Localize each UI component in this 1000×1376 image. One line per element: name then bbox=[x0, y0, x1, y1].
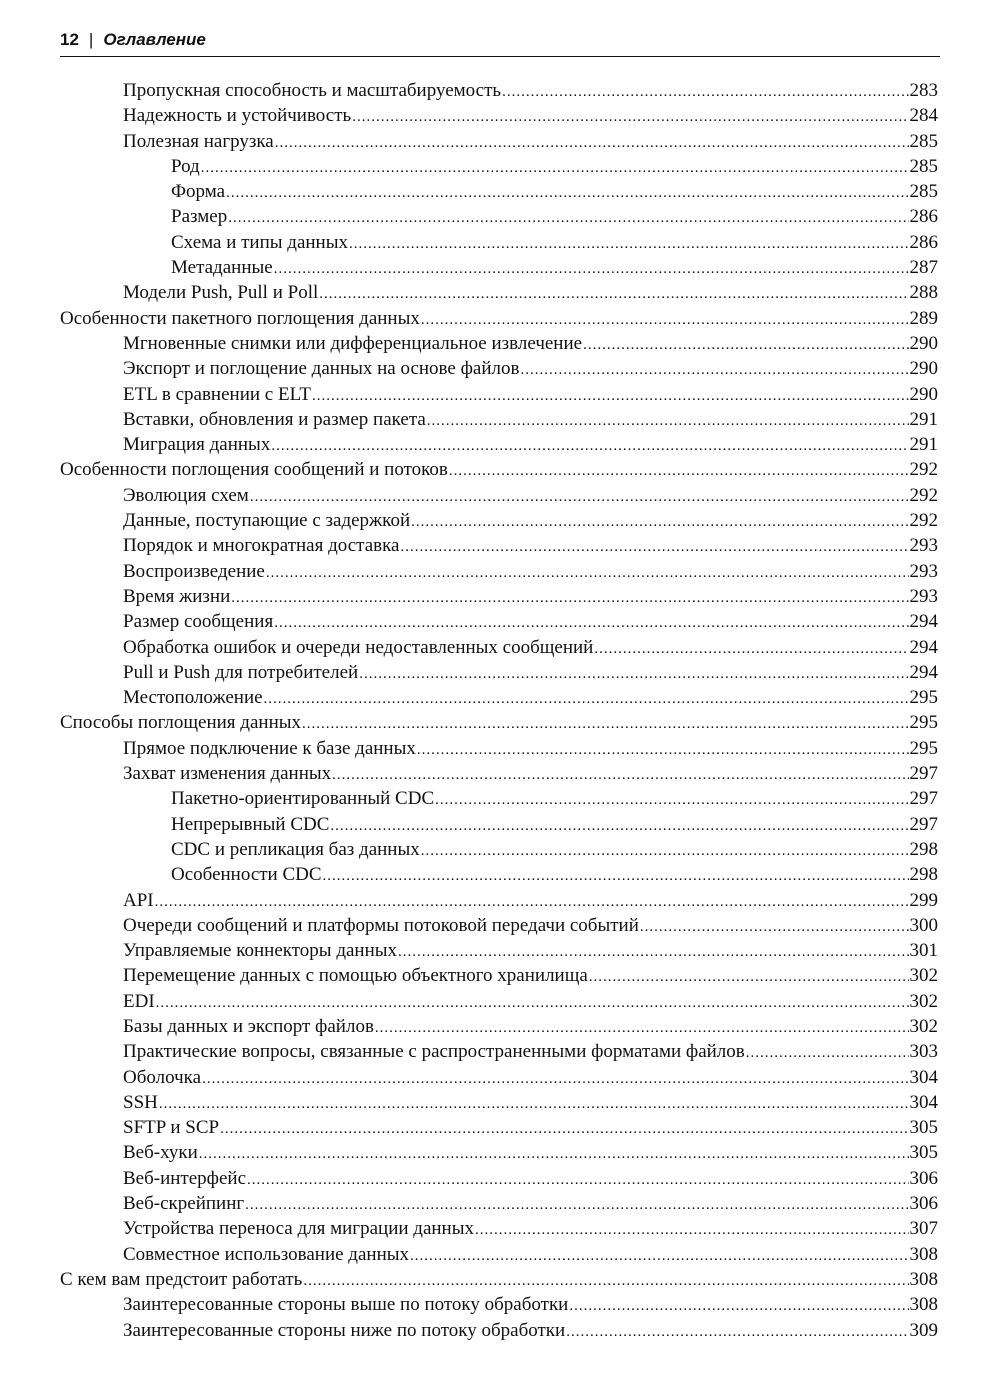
running-title: Оглавление bbox=[103, 30, 206, 49]
toc-dot-leader bbox=[319, 282, 908, 307]
toc-entry[interactable] bbox=[60, 407, 938, 432]
toc-dot-leader bbox=[449, 459, 909, 484]
toc-entry-title: CDC и репликация баз данных bbox=[171, 838, 420, 860]
toc-dot-leader bbox=[349, 232, 909, 257]
toc-entry-page: 292 bbox=[909, 459, 938, 481]
toc-entry-page: 303 bbox=[909, 1041, 938, 1063]
toc-entry-title: Время жизни bbox=[123, 585, 231, 607]
toc-entry[interactable] bbox=[60, 888, 938, 913]
toc-entry[interactable] bbox=[60, 103, 938, 128]
toc-entry[interactable] bbox=[60, 635, 938, 660]
toc-entry-title: Местоположение bbox=[123, 687, 263, 709]
toc-entry[interactable] bbox=[60, 331, 938, 356]
toc-entry-page: 295 bbox=[909, 737, 938, 759]
toc-entry-page: 285 bbox=[909, 181, 938, 203]
toc-entry[interactable] bbox=[60, 837, 938, 862]
toc-entry[interactable] bbox=[60, 938, 938, 963]
toc-entry-title: Размер bbox=[171, 206, 228, 228]
toc-entry[interactable] bbox=[60, 989, 938, 1014]
toc-entry-page: 291 bbox=[909, 434, 938, 456]
toc-entry-page: 306 bbox=[909, 1167, 938, 1189]
toc-entry[interactable] bbox=[60, 1115, 938, 1140]
toc-dot-leader bbox=[375, 1016, 909, 1041]
toc-dot-leader bbox=[410, 1244, 908, 1269]
toc-entry-page: 286 bbox=[909, 231, 938, 253]
toc-entry[interactable] bbox=[60, 1318, 938, 1343]
toc-entry-title: Вставки, обновления и размер пакета bbox=[123, 408, 426, 430]
toc-dot-leader bbox=[583, 333, 908, 358]
toc-dot-leader bbox=[411, 510, 908, 535]
toc-entry[interactable] bbox=[60, 230, 938, 255]
toc-entry-title: Базы данных и экспорт файлов bbox=[123, 1015, 374, 1037]
toc-dot-leader bbox=[475, 1218, 909, 1243]
toc-entry-page: 292 bbox=[909, 510, 938, 532]
toc-entry[interactable] bbox=[60, 382, 938, 407]
header-separator: | bbox=[88, 30, 94, 49]
toc-entry[interactable] bbox=[60, 913, 938, 938]
toc-entry[interactable] bbox=[60, 78, 938, 103]
toc-entry-title: Веб-скрейпинг bbox=[123, 1193, 245, 1215]
toc-dot-leader bbox=[520, 358, 908, 383]
toc-dot-leader bbox=[502, 80, 908, 105]
toc-dot-leader bbox=[266, 561, 909, 586]
toc-dot-leader bbox=[303, 1269, 908, 1294]
toc-entry[interactable] bbox=[60, 1267, 938, 1292]
toc-dot-leader bbox=[302, 712, 909, 737]
toc-entry[interactable] bbox=[60, 483, 938, 508]
toc-entry-page: 286 bbox=[909, 206, 938, 228]
toc-entry-page: 294 bbox=[909, 611, 938, 633]
page-number: 12 bbox=[60, 30, 79, 49]
toc-dot-leader bbox=[435, 788, 908, 813]
toc-entry-page: 302 bbox=[909, 965, 938, 987]
toc-entry-title: Захват изменения данных bbox=[123, 763, 332, 785]
toc-entry-title: Особенности пакетного поглощения данных bbox=[60, 307, 420, 329]
toc-dot-leader bbox=[228, 206, 908, 231]
toc-dot-leader bbox=[247, 1168, 908, 1193]
toc-entry-title: Особенности CDC bbox=[171, 864, 322, 886]
toc-entry-page: 306 bbox=[909, 1193, 938, 1215]
toc-dot-leader bbox=[352, 105, 908, 130]
toc-entry-title: Устройства переноса для миграции данных bbox=[123, 1218, 474, 1240]
toc-entry-page: 292 bbox=[909, 484, 938, 506]
toc-entry[interactable] bbox=[60, 584, 938, 609]
toc-entry-title: Перемещение данных с помощью объектного хранилища bbox=[123, 965, 588, 987]
toc-entry[interactable] bbox=[60, 356, 938, 381]
toc-dot-leader bbox=[421, 308, 909, 333]
toc-entry-page: 285 bbox=[909, 155, 938, 177]
toc-entry-title: Размер сообщения bbox=[123, 611, 274, 633]
toc-entry-page: 308 bbox=[909, 1243, 938, 1265]
toc-entry-page: 293 bbox=[909, 585, 938, 607]
toc-entry-page: 295 bbox=[909, 712, 938, 734]
toc-dot-leader bbox=[226, 181, 908, 206]
toc-dot-leader bbox=[569, 1294, 908, 1319]
toc-entry-page: 290 bbox=[909, 358, 938, 380]
toc-entry[interactable] bbox=[60, 812, 938, 837]
toc-entry-title: Мгновенные снимки или дифференциальное извлечение bbox=[123, 332, 583, 354]
toc-entry[interactable] bbox=[60, 179, 938, 204]
toc-entry-page: 300 bbox=[909, 914, 938, 936]
toc-entry-page: 291 bbox=[909, 408, 938, 430]
toc-entry-title: Род bbox=[171, 155, 200, 177]
toc-entry-title: Эволюция схем bbox=[123, 484, 249, 506]
toc-dot-leader bbox=[159, 1092, 909, 1117]
toc-entry[interactable] bbox=[60, 1191, 938, 1216]
toc-entry-page: 284 bbox=[909, 105, 938, 127]
toc-entry-page: 295 bbox=[909, 687, 938, 709]
toc-entry[interactable] bbox=[60, 1090, 938, 1115]
toc-entry-title: Полезная нагрузка bbox=[123, 130, 274, 152]
toc-entry-title: Практические вопросы, связанные с распространенными форматами файлов bbox=[123, 1041, 745, 1063]
toc-dot-leader bbox=[275, 131, 909, 156]
toc-entry[interactable] bbox=[60, 508, 938, 533]
toc-entry[interactable] bbox=[60, 1065, 938, 1090]
toc-dot-leader bbox=[421, 839, 909, 864]
toc-entry-title: Экспорт и поглощение данных на основе файлов bbox=[123, 358, 520, 380]
toc-dot-leader bbox=[201, 156, 909, 181]
toc-entry-title: Веб-интерфейс bbox=[123, 1167, 247, 1189]
toc-dot-leader bbox=[332, 763, 908, 788]
toc-dot-leader bbox=[245, 1193, 908, 1218]
toc-entry-title: Заинтересованные стороны ниже по потоку обработки bbox=[123, 1319, 566, 1341]
toc-entry-title: Особенности поглощения сообщений и потоков bbox=[60, 459, 448, 481]
toc-entry-page: 297 bbox=[909, 763, 938, 785]
toc-dot-leader bbox=[220, 1117, 908, 1142]
toc-entry-page: 290 bbox=[909, 383, 938, 405]
table-of-contents bbox=[60, 78, 938, 1343]
toc-entry-page: 304 bbox=[909, 1066, 938, 1088]
toc-dot-leader bbox=[264, 687, 909, 712]
toc-entry-title: Миграция данных bbox=[123, 434, 271, 456]
toc-entry-page: 305 bbox=[909, 1117, 938, 1139]
toc-dot-leader bbox=[401, 535, 909, 560]
toc-entry[interactable] bbox=[60, 154, 938, 179]
toc-entry-title: Модели Push, Pull и Poll bbox=[123, 282, 319, 304]
toc-entry-title: Пакетно-ориентированный CDC bbox=[171, 788, 435, 810]
toc-dot-leader bbox=[199, 1142, 909, 1167]
toc-entry[interactable] bbox=[60, 1140, 938, 1165]
toc-dot-leader bbox=[231, 586, 908, 611]
toc-entry[interactable] bbox=[60, 1014, 938, 1039]
toc-entry-title: Pull и Push для потребителей bbox=[123, 661, 359, 683]
toc-entry[interactable] bbox=[60, 280, 938, 305]
toc-entry-title: Схема и типы данных bbox=[171, 231, 348, 253]
toc-entry-page: 298 bbox=[909, 864, 938, 886]
toc-entry[interactable] bbox=[60, 1039, 938, 1064]
toc-entry-title: SSH bbox=[123, 1091, 158, 1113]
toc-dot-leader bbox=[323, 864, 909, 889]
toc-entry-page: 297 bbox=[909, 788, 938, 810]
toc-dot-leader bbox=[274, 611, 908, 636]
toc-entry[interactable] bbox=[60, 129, 938, 154]
toc-entry-page: 293 bbox=[909, 535, 938, 557]
toc-entry[interactable] bbox=[60, 1166, 938, 1191]
toc-entry-title: Веб-хуки bbox=[123, 1142, 198, 1164]
toc-dot-leader bbox=[202, 1067, 908, 1092]
toc-entry[interactable] bbox=[60, 963, 938, 988]
toc-dot-leader bbox=[330, 814, 908, 839]
toc-entry-page: 297 bbox=[909, 813, 938, 835]
toc-entry-title: Пропускная способность и масштабируемость bbox=[123, 80, 502, 101]
toc-entry-page: 293 bbox=[909, 560, 938, 582]
toc-entry-title: Непрерывный CDC bbox=[171, 813, 330, 835]
toc-entry[interactable] bbox=[60, 685, 938, 710]
toc-entry-title: SFTP и SCP bbox=[123, 1117, 220, 1139]
toc-entry[interactable] bbox=[60, 1242, 938, 1267]
toc-entry-title: Оболочка bbox=[123, 1066, 202, 1088]
toc-entry-title: С кем вам предстоит работать bbox=[60, 1268, 303, 1290]
toc-entry-page: 289 bbox=[909, 307, 938, 329]
toc-entry-title: Порядок и многократная доставка bbox=[123, 535, 400, 557]
toc-entry-page: 308 bbox=[909, 1268, 938, 1290]
toc-entry-title: Обработка ошибок и очереди недоставленных сообщений bbox=[123, 636, 594, 658]
toc-dot-leader bbox=[417, 738, 909, 763]
toc-entry[interactable] bbox=[60, 1292, 938, 1317]
toc-entry-page: 307 bbox=[909, 1218, 938, 1240]
toc-entry-title: Метаданные bbox=[171, 257, 273, 279]
toc-dot-leader bbox=[746, 1041, 909, 1066]
toc-entry-page: 290 bbox=[909, 332, 938, 354]
toc-dot-leader bbox=[155, 890, 909, 915]
toc-entry-title: API bbox=[123, 889, 154, 911]
toc-entry-title: Заинтересованные стороны выше по потоку обработки bbox=[123, 1294, 569, 1316]
toc-entry-title: Совместное использование данных bbox=[123, 1243, 410, 1265]
toc-entry-page: 304 bbox=[909, 1091, 938, 1113]
toc-dot-leader bbox=[566, 1320, 908, 1345]
toc-entry-title: Очереди сообщений и платформы потоковой передачи событий bbox=[123, 914, 639, 936]
toc-entry[interactable] bbox=[60, 761, 938, 786]
toc-entry[interactable] bbox=[60, 204, 938, 229]
toc-entry-page: 301 bbox=[909, 940, 938, 962]
toc-entry-page: 302 bbox=[909, 1015, 938, 1037]
toc-entry-page: 299 bbox=[909, 889, 938, 911]
toc-entry[interactable] bbox=[60, 559, 938, 584]
toc-entry[interactable] bbox=[60, 432, 938, 457]
toc-dot-leader bbox=[274, 257, 909, 282]
toc-entry-title: Управляемые коннекторы данных bbox=[123, 940, 398, 962]
toc-dot-leader bbox=[398, 940, 908, 965]
toc-dot-leader bbox=[359, 662, 908, 687]
toc-entry-page: 308 bbox=[909, 1294, 938, 1316]
toc-entry-page: 288 bbox=[909, 282, 938, 304]
toc-dot-leader bbox=[312, 384, 908, 409]
toc-entry-title: Воспроизведение bbox=[123, 560, 265, 582]
toc-entry[interactable] bbox=[60, 533, 938, 558]
toc-entry[interactable] bbox=[60, 710, 938, 735]
toc-entry-title: Прямое подключение к базе данных bbox=[123, 737, 416, 759]
toc-entry[interactable] bbox=[60, 786, 938, 811]
toc-dot-leader bbox=[271, 434, 908, 459]
toc-entry-page: 305 bbox=[909, 1142, 938, 1164]
toc-entry[interactable] bbox=[60, 609, 938, 634]
toc-entry[interactable] bbox=[60, 457, 938, 482]
toc-entry[interactable] bbox=[60, 1216, 938, 1241]
toc-entry-page: 285 bbox=[909, 130, 938, 152]
toc-entry-title: Надежность и устойчивость bbox=[123, 105, 352, 127]
toc-entry-title: EDI bbox=[123, 990, 155, 1012]
toc-entry[interactable] bbox=[60, 255, 938, 280]
toc-entry[interactable] bbox=[60, 660, 938, 685]
toc-dot-leader bbox=[594, 637, 908, 662]
toc-dot-leader bbox=[589, 965, 909, 990]
toc-entry[interactable] bbox=[60, 306, 938, 331]
toc-dot-leader bbox=[640, 915, 909, 940]
toc-entry-page: 298 bbox=[909, 838, 938, 860]
toc-entry-page: 302 bbox=[909, 990, 938, 1012]
toc-entry-title: Данные, поступающие с задержкой bbox=[123, 510, 411, 532]
page-header bbox=[60, 28, 940, 57]
toc-entry-title: ETL в сравнении с ELT bbox=[123, 383, 312, 405]
toc-entry-page: 283 bbox=[909, 80, 938, 101]
toc-entry[interactable] bbox=[60, 736, 938, 761]
toc-dot-leader bbox=[427, 409, 909, 434]
toc-entry-page: 309 bbox=[909, 1319, 938, 1341]
toc-entry-title: Форма bbox=[171, 181, 226, 203]
toc-dot-leader bbox=[250, 485, 909, 510]
toc-entry-page: 287 bbox=[909, 257, 938, 279]
toc-entry-page: 294 bbox=[909, 661, 938, 683]
toc-entry[interactable] bbox=[60, 862, 938, 887]
toc-entry-page: 294 bbox=[909, 636, 938, 658]
toc-dot-leader bbox=[156, 991, 909, 1016]
toc-entry-title: Способы поглощения данных bbox=[60, 712, 301, 734]
